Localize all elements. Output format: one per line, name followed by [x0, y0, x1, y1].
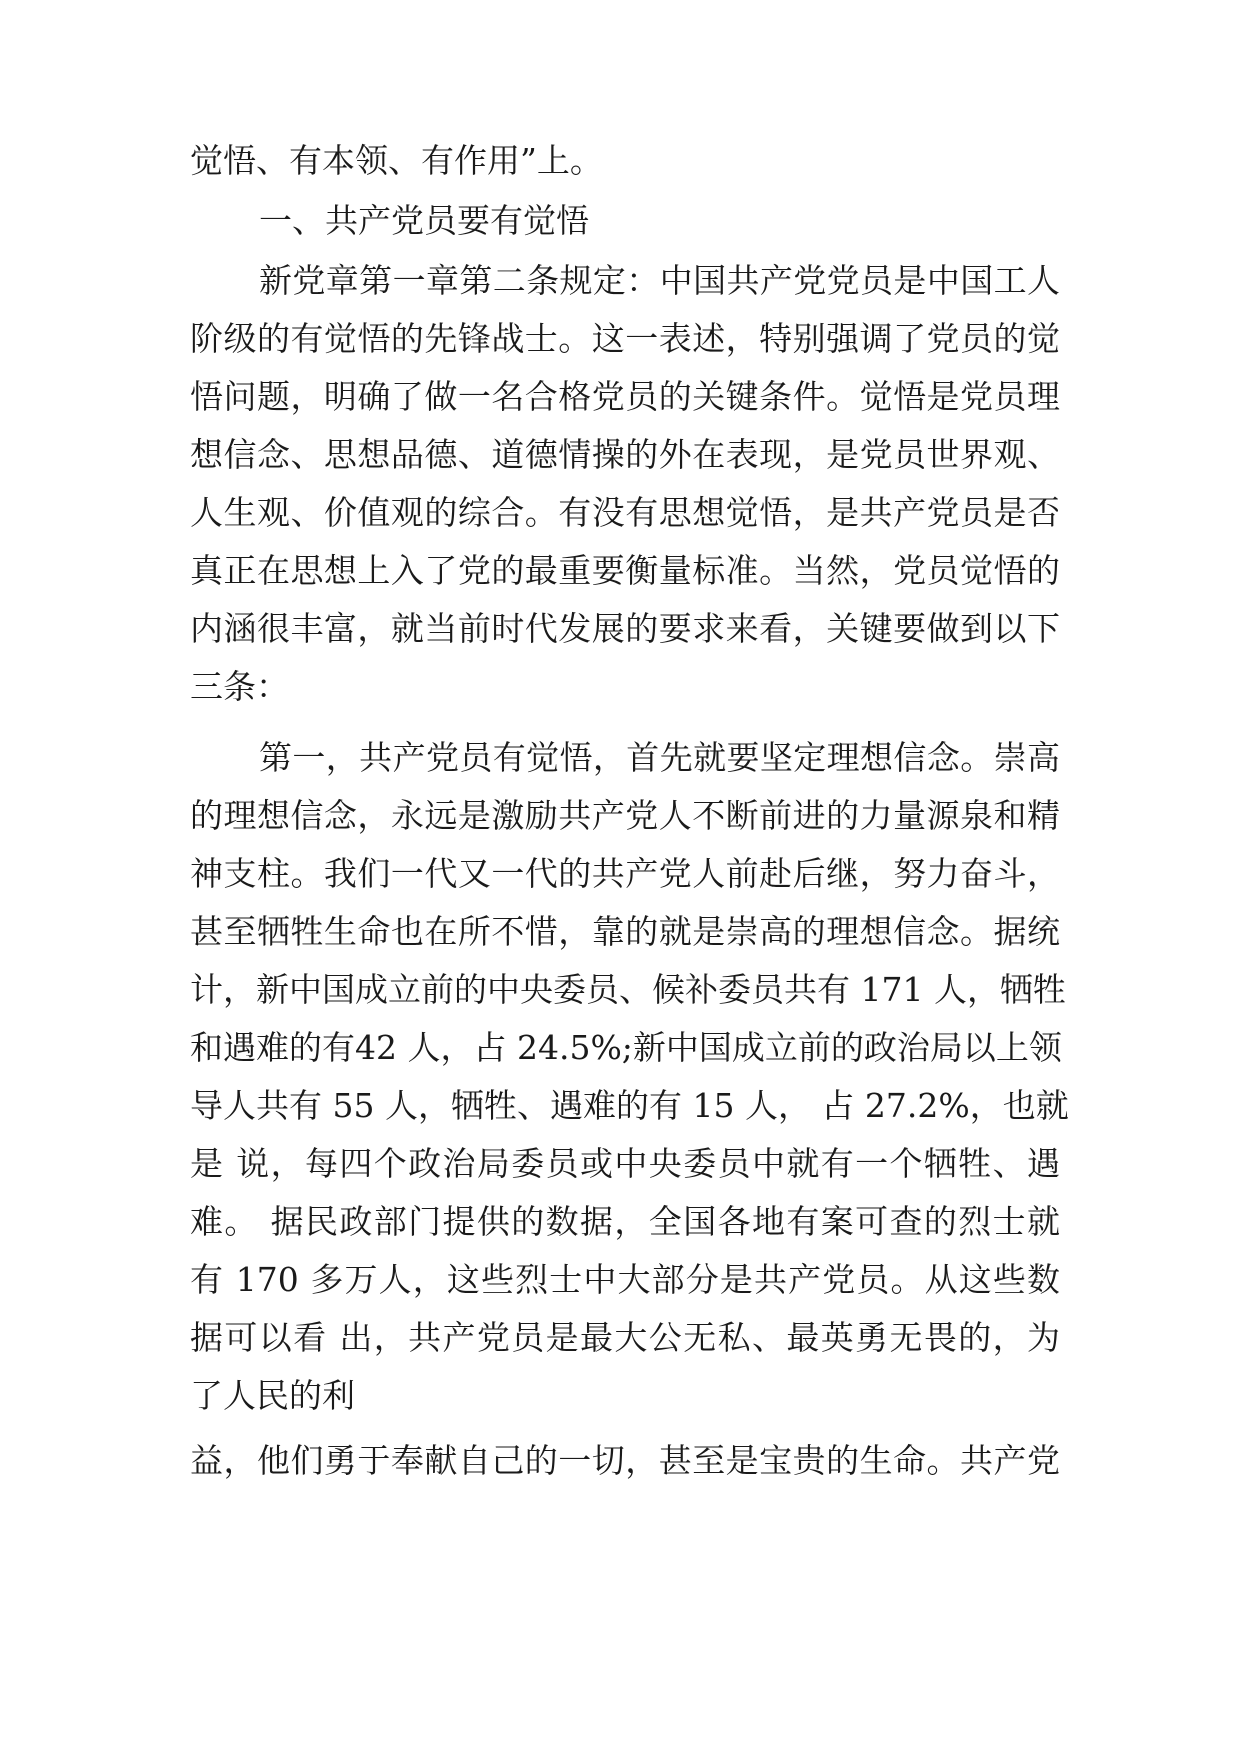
text-line: 内涵很丰富，就当前时代发展的要求来看，关键要做到以下	[190, 609, 1060, 648]
text-line: 悟问题，明确了做一名合格党员的关键条件。觉悟是党员理	[190, 377, 1060, 416]
text-line: 三条：	[190, 667, 289, 706]
text-line: 阶级的有觉悟的先锋战士。这一表述，特别强调了党员的觉	[190, 319, 1060, 358]
text-line: 甚至牺牲生命也在所不惜，靠的就是崇高的理想信念。据统	[190, 912, 1060, 951]
text-line: 益，他们勇于奉献自己的一切，甚至是宝贵的生命。共产党	[190, 1441, 1060, 1480]
text-line: 有 170 多万人，这些烈士中大部分是共产党员。从这些数	[190, 1260, 1060, 1299]
text-line: 据可以看 出，共产党员是最大公无私、最英勇无畏的，为	[190, 1318, 1060, 1357]
text-line: 人生观、价值观的综合。有没有思想觉悟，是共产党员是否	[190, 493, 1060, 532]
text-line: 计，新中国成立前的中央委员、候补委员共有 171 人，牺牲	[190, 970, 1066, 1009]
text-line: 真正在思想上入了党的最重要衡量标准。当然，党员觉悟的	[190, 551, 1060, 590]
text-line: 第一，共产党员有觉悟，首先就要坚定理想信念。崇高	[259, 738, 1060, 777]
text-line: 导人共有 55 人，牺牲、遇难的有 15 人， 占 27.2%，也就	[190, 1086, 1069, 1125]
text-line: 难。 据民政部门提供的数据，全国各地有案可查的烈士就	[190, 1202, 1060, 1241]
text-line: 想信念、思想品德、道德情操的外在表现，是党员世界观、	[190, 435, 1060, 474]
text-line: 了人民的利	[190, 1376, 355, 1415]
text-line: 觉悟、有本领、有作用”上。	[190, 141, 603, 180]
text-line: 的理想信念，永远是激励共产党人不断前进的力量源泉和精	[190, 796, 1060, 835]
text-line: 新党章第一章第二条规定：中国共产党党员是中国工人	[259, 261, 1060, 300]
text-line: 是 说，每四个政治局委员或中央委员中就有一个牺牲、遇	[190, 1144, 1060, 1183]
text-line: 神支柱。我们一代又一代的共产党人前赴后继，努力奋斗，	[190, 854, 1060, 893]
section-heading: 一、共产党员要有觉悟	[259, 201, 589, 240]
text-line: 和遇难的有42 人，占 24.5%;新中国成立前的政治局以上领	[190, 1028, 1062, 1067]
